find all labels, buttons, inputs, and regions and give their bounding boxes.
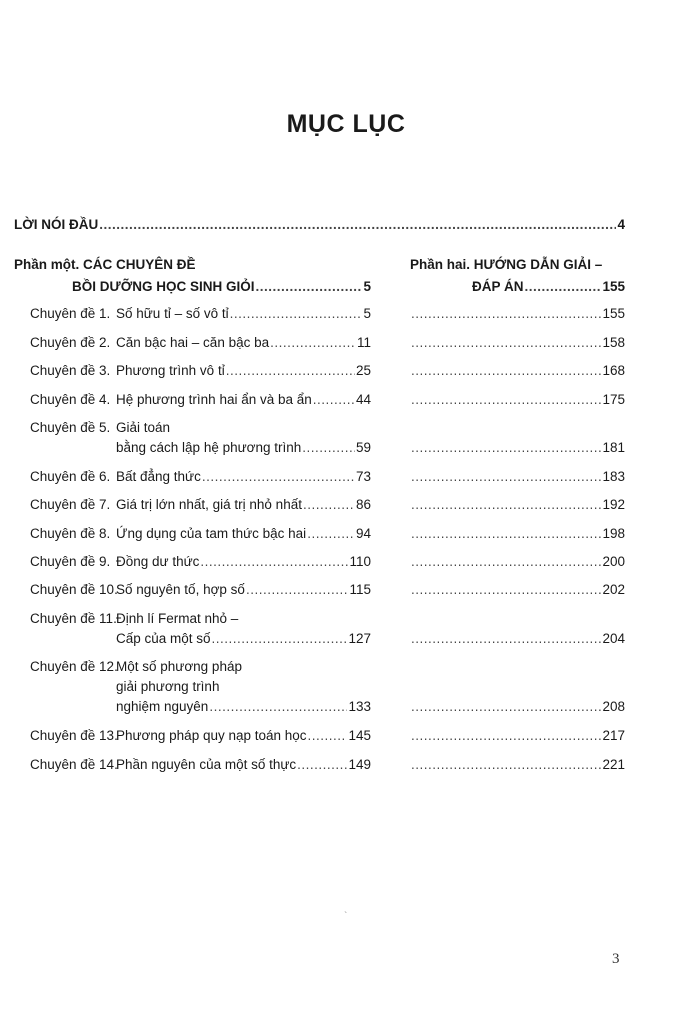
toc-chapter-8[interactable] [116, 524, 371, 544]
dot-leader [230, 304, 363, 324]
dot-leader [411, 552, 601, 572]
chapter-title-line: giải phương trình [116, 679, 220, 694]
page-number: 3 [612, 951, 620, 967]
chapter-prefix: Chuyên đề 8. [30, 526, 111, 541]
toc-preface[interactable] [14, 215, 625, 235]
dot-leader [200, 552, 348, 572]
dot-leader [209, 697, 347, 717]
part-two-heading-line2: ĐÁP ÁN [472, 279, 524, 294]
chapter-prefix: Chuyên đề 5. [30, 420, 111, 435]
toc-answer-2[interactable] [410, 333, 625, 353]
answer-page: 198 [602, 526, 625, 541]
toc-chapter-4[interactable] [116, 390, 371, 410]
dot-leader [411, 495, 601, 515]
dot-leader [302, 438, 355, 458]
chapter-page: 11 [356, 335, 371, 350]
chapter-page: 133 [348, 699, 371, 714]
chapter-page: 73 [355, 469, 371, 484]
dot-leader [255, 277, 362, 297]
dot-leader [411, 524, 601, 544]
dot-leader [411, 755, 601, 775]
toc-answer-4[interactable] [410, 390, 625, 410]
chapter-title-line: Định lí Fermat nhỏ – [116, 611, 239, 626]
part-one-heading-line1: Phần một. CÁC CHUYÊN ĐỀ [14, 257, 196, 272]
answer-page: 221 [602, 757, 625, 772]
toc-answer-11[interactable] [410, 629, 625, 649]
part-one-page: 5 [363, 279, 371, 294]
chapter-title-line: Phương trình vô tỉ [116, 363, 225, 378]
answer-page: 192 [602, 497, 625, 512]
toc-chapter-14[interactable] [116, 755, 371, 775]
chapter-prefix: Chuyên đề 2. [30, 335, 111, 350]
preface-label: LỜI NÓI ĐẦU [14, 217, 99, 232]
answer-page: 155 [602, 306, 625, 321]
chapter-prefix: Chuyên đề 1. [30, 306, 111, 321]
chapter-prefix: Chuyên đề 3. [30, 363, 111, 378]
answer-page: 181 [602, 440, 625, 455]
chapter-page: 127 [348, 631, 371, 646]
toc-chapter-12[interactable] [116, 697, 371, 717]
chapter-title-line: Giải toán [116, 420, 171, 435]
toc-answer-9[interactable] [410, 552, 625, 572]
dot-leader [525, 277, 602, 297]
chapter-page: 86 [355, 497, 371, 512]
toc-answer-7[interactable] [410, 495, 625, 515]
chapter-prefix: Chuyên đề 6. [30, 469, 111, 484]
answer-page: 204 [602, 631, 625, 646]
page-title: MỤC LỤC [286, 110, 406, 138]
chapter-title-line: Phần nguyên của một số thực [116, 757, 297, 772]
chapter-title-line: Giá trị lớn nhất, giá trị nhỏ nhất [116, 497, 302, 512]
dot-leader [270, 333, 356, 353]
chapter-title-line: Bất đẳng thức [116, 469, 201, 484]
answer-page: 158 [602, 335, 625, 350]
dot-leader [308, 726, 348, 746]
chapter-prefix: Chuyên đề 13. [30, 728, 118, 743]
toc-answer-13[interactable] [410, 726, 625, 746]
chapter-title-line: Ứng dụng của tam thức bậc hai [116, 526, 307, 541]
toc-answer-6[interactable] [410, 467, 625, 487]
toc-chapter-1[interactable] [116, 304, 371, 324]
chapter-page: 59 [355, 440, 371, 455]
toc-answer-1[interactable] [410, 304, 625, 324]
dot-leader [226, 361, 355, 381]
toc-answer-14[interactable] [410, 755, 625, 775]
chapter-prefix: Chuyên đề 14. [30, 757, 118, 772]
preface-page: 4 [617, 217, 625, 232]
chapter-title-line: Hệ phương trình hai ẩn và ba ẩn [116, 392, 312, 407]
dot-leader [212, 629, 348, 649]
chapter-title-line: Đồng dư thức [116, 554, 200, 569]
toc-chapter-11[interactable] [116, 629, 371, 649]
dot-leader [411, 697, 601, 717]
toc-answer-12[interactable] [410, 697, 625, 717]
part-two-heading-line1: Phần hai. HƯỚNG DẪN GIẢI – [410, 257, 603, 272]
toc-part-two[interactable] [472, 277, 625, 297]
dot-leader [297, 755, 347, 775]
toc-chapter-9[interactable] [116, 552, 371, 572]
answer-page: 217 [602, 728, 625, 743]
dot-leader [411, 580, 601, 600]
part-two-page: 155 [602, 279, 625, 294]
answer-page: 202 [602, 582, 625, 597]
toc-answer-3[interactable] [410, 361, 625, 381]
dot-leader [411, 629, 601, 649]
toc-chapter-13[interactable] [116, 726, 371, 746]
scan-speck: ` [344, 911, 348, 922]
dot-leader [411, 390, 601, 410]
chapter-title-line: Một số phương pháp [116, 659, 242, 674]
dot-leader [411, 304, 601, 324]
chapter-title-line: nghiệm nguyên [116, 699, 209, 714]
chapter-page: 94 [355, 526, 371, 541]
toc-chapter-7[interactable] [116, 495, 371, 515]
answer-page: 200 [602, 554, 625, 569]
chapter-prefix: Chuyên đề 11. [30, 611, 117, 626]
chapter-page: 44 [355, 392, 371, 407]
chapter-prefix: Chuyên đề 12. [30, 659, 118, 674]
chapter-title-line: Số hữu tỉ – số vô tỉ [116, 306, 229, 321]
chapter-title-line: Cấp của một số [116, 631, 211, 646]
chapter-title-line: Số nguyên tố, hợp số [116, 582, 245, 597]
answer-page: 168 [602, 363, 625, 378]
dot-leader [202, 467, 355, 487]
toc-answer-5[interactable] [410, 438, 625, 458]
toc-chapter-10[interactable] [116, 580, 371, 600]
dot-leader [303, 495, 355, 515]
dot-leader [411, 726, 601, 746]
dot-leader [307, 524, 355, 544]
chapter-title-line: Căn bậc hai – căn bậc ba [116, 335, 270, 350]
chapter-prefix: Chuyên đề 10. [30, 582, 118, 597]
dot-leader [313, 390, 355, 410]
toc-chapter-3[interactable] [116, 361, 371, 381]
part-one-heading-line2: BỒI DƯỠNG HỌC SINH GIỎI [72, 279, 255, 294]
chapter-page: 145 [348, 728, 371, 743]
toc-chapter-6[interactable] [116, 467, 371, 487]
answer-page: 183 [602, 469, 625, 484]
toc-chapter-2[interactable] [116, 333, 371, 353]
chapter-page: 110 [349, 554, 371, 569]
chapter-prefix: Chuyên đề 4. [30, 392, 111, 407]
dot-leader [411, 438, 601, 458]
toc-part-one[interactable] [72, 277, 371, 297]
chapter-title-line: bằng cách lập hệ phương trình [116, 440, 302, 455]
dot-leader [411, 361, 601, 381]
chapter-prefix: Chuyên đề 9. [30, 554, 111, 569]
dot-leader [411, 333, 601, 353]
chapter-title-line: Phương pháp quy nạp toán học [116, 728, 307, 743]
dot-leader [99, 215, 616, 235]
dot-leader [411, 467, 601, 487]
answer-page: 208 [602, 699, 625, 714]
chapter-page: 115 [349, 582, 371, 597]
toc-answer-8[interactable] [410, 524, 625, 544]
answer-page: 175 [602, 392, 625, 407]
chapter-page: 25 [355, 363, 371, 378]
chapter-page: 149 [348, 757, 371, 772]
toc-answer-10[interactable] [410, 580, 625, 600]
toc-chapter-5[interactable] [116, 438, 371, 458]
chapter-prefix: Chuyên đề 7. [30, 497, 111, 512]
chapter-page: 5 [363, 306, 371, 321]
dot-leader [246, 580, 349, 600]
